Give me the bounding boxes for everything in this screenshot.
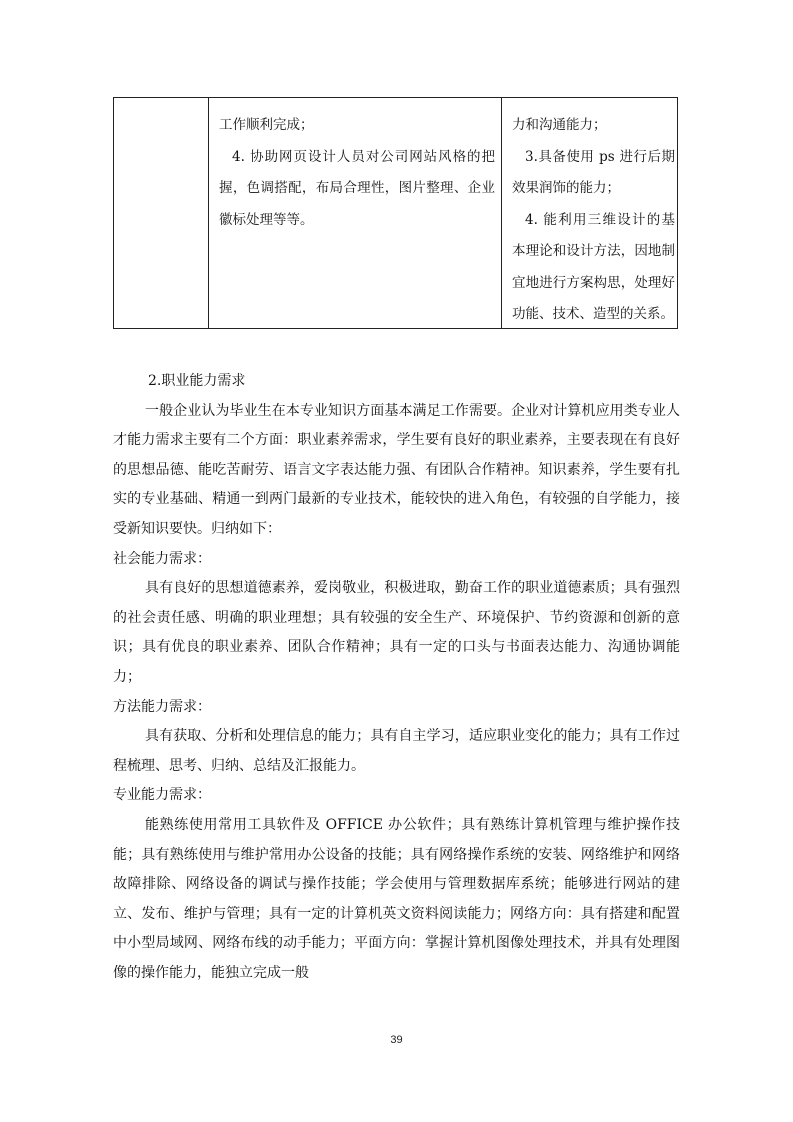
continued-table — [113, 97, 678, 329]
cell-line: 3.具备使用 ps 进行后期效果润饰的能力； — [512, 148, 675, 196]
method-ability-title: 方法能力需求： — [113, 698, 211, 715]
intro-paragraph: 一般企业认为毕业生在本专业知识方面基本满足工作需要。企业对计算机应用类专业人才能力需求主要有二个方面：职业素养需求，学生要有良好的职业素养，主要表现在有良好的思想品德、能吃苦耐劳、语言文字表达能力强、有团队合作精神。知识素养，学生要有扎实的专业基础、精通一到两门最新的专业技术，能较快的进入角色，有较强的自学能力，接受新知识要快。归纳如下： — [113, 402, 680, 537]
section-heading: 2.职业能力需求 — [148, 373, 246, 389]
cell-line: 力和沟通能力； — [512, 117, 607, 133]
social-ability-paragraph: 具有良好的思想道德素养，爱岗敬业，积极进取，勤奋工作的职业道德素质；具有强烈的社会责任感、明确的职业理想；具有较强的安全生产、环境保护、节约资源和创新的意识；具有优良的职业素养、团队合作精神；具有一定的口头与书面表达能力、沟通协调能力； — [113, 580, 680, 685]
social-ability-title: 社会能力需求： — [113, 550, 211, 567]
professional-ability-paragraph: 能熟练使用常用工具软件及 OFFICE 办公软件；具有熟练计算机管理与维护操作技能；具有熟练使用与维护常用办公设备的技能；具有网络操作系统的安装、网络维护和网络故障排除、网络设备的调试与操作技能；学会使用与管理数据库系统；能够进行网站的建立、发布、维护与管理；具有一定的计算机英文资料阅读能力；网络方向：具有搭建和配置中小型局域网、网络布线的动手能力；平面方向：掌握计算机图像处理技术，并具有处理图像的操作能力，能独立完成一般 — [113, 816, 680, 981]
method-ability-paragraph: 具有获取、分析和处理信息的能力；具有自主学习，适应职业变化的能力；具有工作过程梳理、思考、归纳、总结及汇报能力。 — [113, 728, 680, 774]
cell-line: 工作顺利完成； — [219, 117, 314, 133]
cell-line: 4. 协助网页设计人员对公司网站风格的把握，色调搭配，布局合理性，图片整理、企业徽标处理等等。 — [219, 148, 495, 228]
cell-line: 4. 能利用三维设计的基本理论和设计方法，因地制宜地进行方案构思，处理好功能、技术、造型的关系。 — [512, 211, 675, 322]
table-cell-abilities — [502, 98, 679, 328]
page-number: 39 — [390, 1034, 403, 1046]
professional-ability-title: 专业能力需求： — [113, 787, 211, 804]
section-body — [113, 367, 680, 988]
table-cell-duties — [209, 98, 501, 328]
